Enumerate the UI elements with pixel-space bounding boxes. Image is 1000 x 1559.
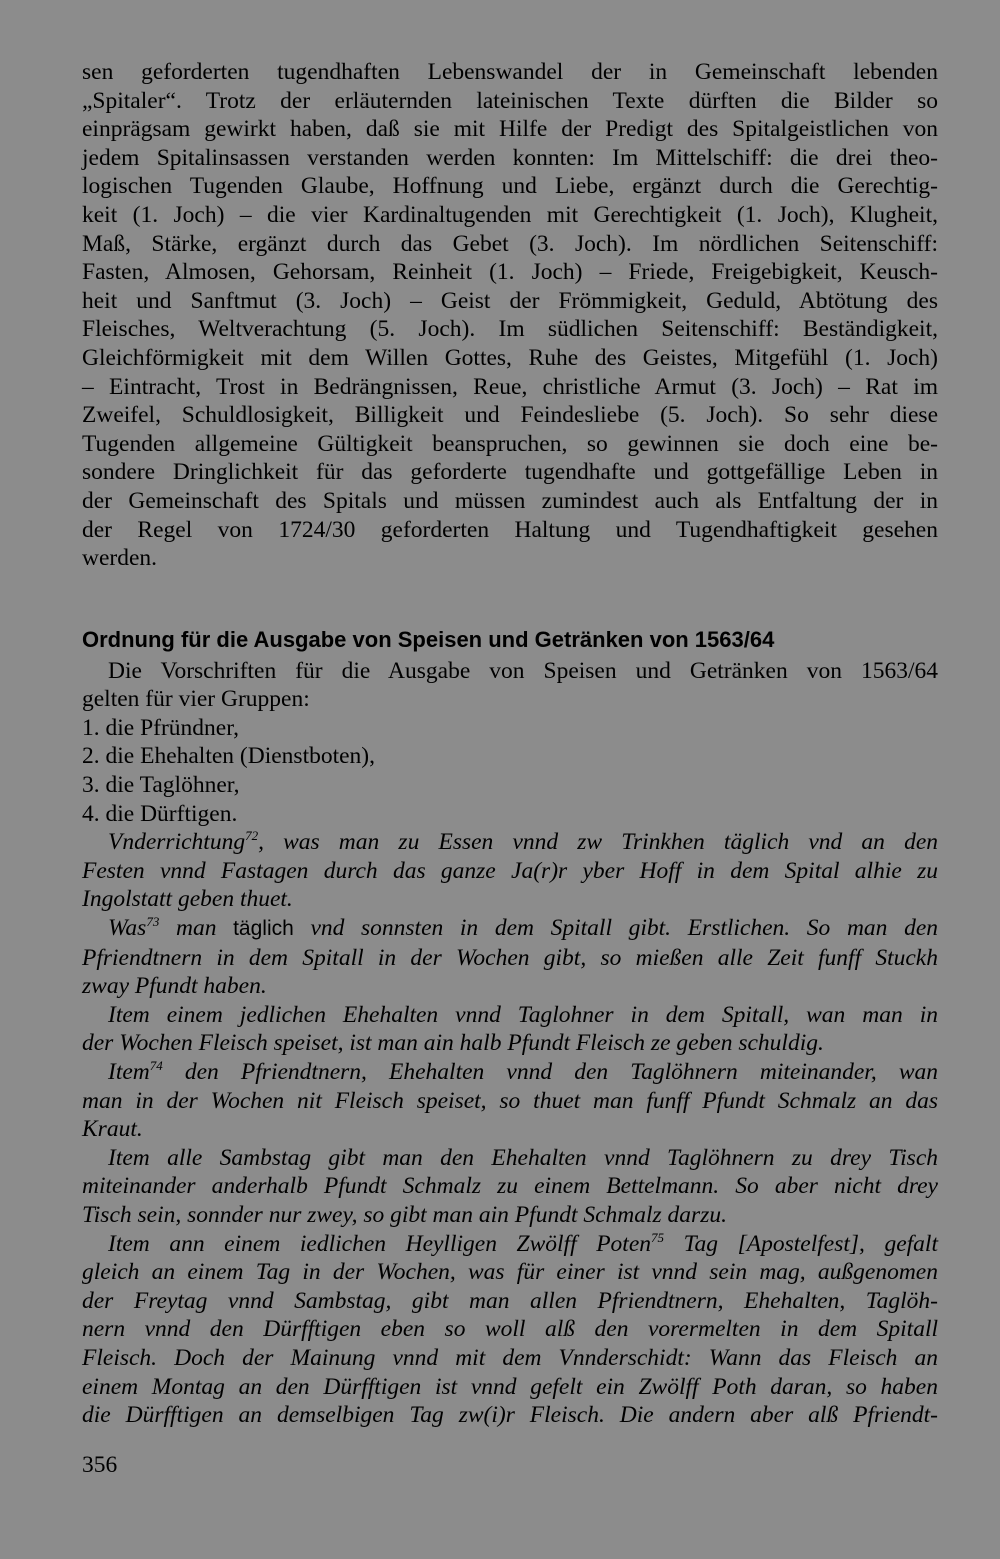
quote-apostelfest: [82, 1230, 938, 1430]
text-line: Tugenden allgemeine Gültigkeit beanspruchen, so gewinnen sie doch eine be-: [82, 430, 938, 457]
footnote-ref: 75: [651, 1229, 665, 1245]
quote-text: , was man zu Essen vnnd zw Trinkhen täglich vnd an den: [258, 829, 938, 856]
text-line: Fleisch. Doch der Mainung vnnd mit dem Vnnderschidt: Wann das Fleisch an: [82, 1344, 938, 1371]
list-item: 3. die Taglöhner,: [82, 772, 240, 799]
text-line: sondere Dringlichkeit für das geforderte tugendhafte und gottgefällige Leben in: [82, 459, 938, 486]
paragraph-intro: [82, 657, 938, 714]
quote-text: den Pfriendtnern, Ehehalten vnnd den Taglöhnern miteinander, wan: [162, 1059, 938, 1085]
quote-text: Item ann einem iedlichen Heylligen Zwölff Poten: [108, 1230, 652, 1257]
text-line: der Freytag vnnd Sambstag, gibt man allen Pfriendtnern, Ehehalten, Taglöh-: [82, 1287, 938, 1314]
text-line: gelten für vier Gruppen:: [82, 686, 310, 713]
text-line: Die Vorschriften für die Ausgabe von Speisen und Getränken von 1563/64: [108, 657, 938, 684]
quote-schmalz: [82, 1058, 938, 1144]
quote-text: man: [159, 915, 234, 942]
quote-text: vnd sonnsten in dem Spitall gibt. Erstlichen. So man den: [293, 915, 938, 942]
paragraph-virtues: [82, 58, 938, 573]
text-line: einem Montag an den Dürfftigen ist vnnd gefelt ein Zwölff Poth daran, so haben: [82, 1373, 938, 1400]
footnote-ref: 73: [146, 914, 160, 930]
quote-was: [82, 914, 938, 1001]
text-line: zway Pfundt haben.: [82, 973, 267, 1000]
text-line: sen geforderten tugendhaften Lebenswandel der in Gemeinschaft lebenden: [82, 59, 938, 85]
quote-word: Item: [108, 1059, 150, 1085]
quote-sambstag: [82, 1144, 938, 1230]
text-line: [82, 1058, 938, 1087]
text-line: Item einem jedlichen Ehehalten vnnd Taglohner in dem Spitall, wan man in: [108, 1001, 938, 1028]
page-number: 356: [82, 1452, 118, 1478]
quote-word: Was: [108, 915, 147, 942]
text-line: [82, 1230, 938, 1259]
quote-word: Vnderrichtung: [108, 829, 246, 856]
text-line: werden.: [82, 545, 158, 572]
text-line: nern vnnd den Dürfftigen eben so woll alß den vorermelten in dem Spitall: [82, 1316, 938, 1343]
footnote-ref: 72: [245, 828, 259, 844]
page-body: [82, 58, 938, 1430]
text-line: – Eintracht, Trost in Bedrängnissen, Reue, christliche Armut (3. Joch) – Rat im: [82, 373, 938, 400]
list-item: 1. die Pfründner,: [82, 714, 239, 741]
quote-ehehalten: [82, 1001, 938, 1058]
group-list: [82, 714, 938, 828]
text-line: der Wochen Fleisch speiset, ist man ain halb Pfundt Fleisch ze geben schuldig.: [82, 1030, 824, 1057]
text-line: Zweifel, Schuldlosigkeit, Billigkeit und Feindesliebe (5. Joch). So sehr diese: [82, 402, 938, 429]
text-line: man in der Wochen nit Fleisch speiset, so thuet man funff Pfundt Schmalz an das: [82, 1087, 938, 1114]
text-line: gleich an einem Tag in der Wochen, was für einer ist vnnd sein mag, außgenomen: [82, 1259, 938, 1286]
quote-text: Tag [Apostelfest], gefalt: [664, 1230, 938, 1257]
quote-upright-word: täglich: [233, 917, 294, 941]
list-item: 4. die Dürftigen.: [82, 800, 238, 827]
text-line: keit (1. Joch) – die vier Kardinaltugenden mit Gerechtigkeit (1. Joch), Klugheit,: [82, 201, 938, 228]
text-line: Maß, Stärke, ergänzt durch das Gebet (3. Joch). Im nördlichen Seitenschiff:: [82, 230, 938, 257]
text-line: heit und Sanftmut (3. Joch) – Geist der Frömmigkeit, Geduld, Abtötung des: [82, 287, 938, 314]
text-line: logischen Tugenden Glaube, Hoffnung und Liebe, ergänzt durch die Gerechtig-: [82, 173, 938, 200]
text-line: Festen vnnd Fastagen durch das ganze Ja(r)r yber Hoff in dem Spital alhie zu: [82, 857, 938, 884]
text-line: der Gemeinschaft des Spitals und müssen zumindest auch als Entfaltung der in: [82, 487, 938, 514]
text-line: Tisch sein, sonnder nur zwey, so gibt man ain Pfundt Schmalz darzu.: [82, 1201, 727, 1228]
text-line: Pfriendtnern in dem Spitall in der Wochen gibt, so mießen alle Zeit funff Stuckh: [82, 944, 938, 971]
text-line: „Spitaler“. Trotz der erläuternden lateinischen Texte dürften die Bilder so: [82, 87, 938, 114]
text-line: miteinander anderhalb Pfundt Schmalz zu einem Bettelmann. So aber nicht drey: [82, 1173, 938, 1200]
text-line: Kraut.: [82, 1116, 143, 1143]
text-line: der Regel von 1724/30 geforderten Haltung und Tugendhaftigkeit gesehen: [82, 516, 938, 543]
text-line: Gleichförmigkeit mit dem Willen Gottes, Ruhe des Geistes, Mitgefühl (1. Joch): [82, 344, 938, 371]
text-line: Fasten, Almosen, Gehorsam, Reinheit (1. Joch) – Friede, Freigebigkeit, Keusch-: [82, 259, 938, 286]
text-line: einprägsam gewirkt haben, daß sie mit Hilfe der Predigt des Spitalgeistlichen von: [82, 116, 938, 143]
list-item: 2. die Ehehalten (Dienstboten),: [82, 743, 376, 770]
text-line: die Dürfftigen an demselbigen Tag zw(i)r Fleisch. Die andern aber alß Pfriendt-: [82, 1402, 938, 1429]
footnote-ref: 74: [149, 1058, 163, 1074]
quote-vnderrichtung: [82, 828, 938, 914]
text-line: [82, 914, 938, 944]
text-line: jedem Spitalinsassen verstanden werden konnten: Im Mittelschiff: die drei theo-: [82, 144, 938, 171]
text-line: Fleisches, Weltverachtung (5. Joch). Im südlichen Seitenschiff: Beständigkeit,: [82, 316, 938, 343]
text-line: Item alle Sambstag gibt man den Ehehalten vnnd Taglöhnern zu drey Tisch: [108, 1144, 938, 1171]
section-heading: Ordnung für die Ausgabe von Speisen und Getränken von 1563/64: [82, 626, 775, 652]
text-line: Ingolstatt geben thuet.: [82, 886, 293, 913]
text-line: [82, 828, 938, 857]
